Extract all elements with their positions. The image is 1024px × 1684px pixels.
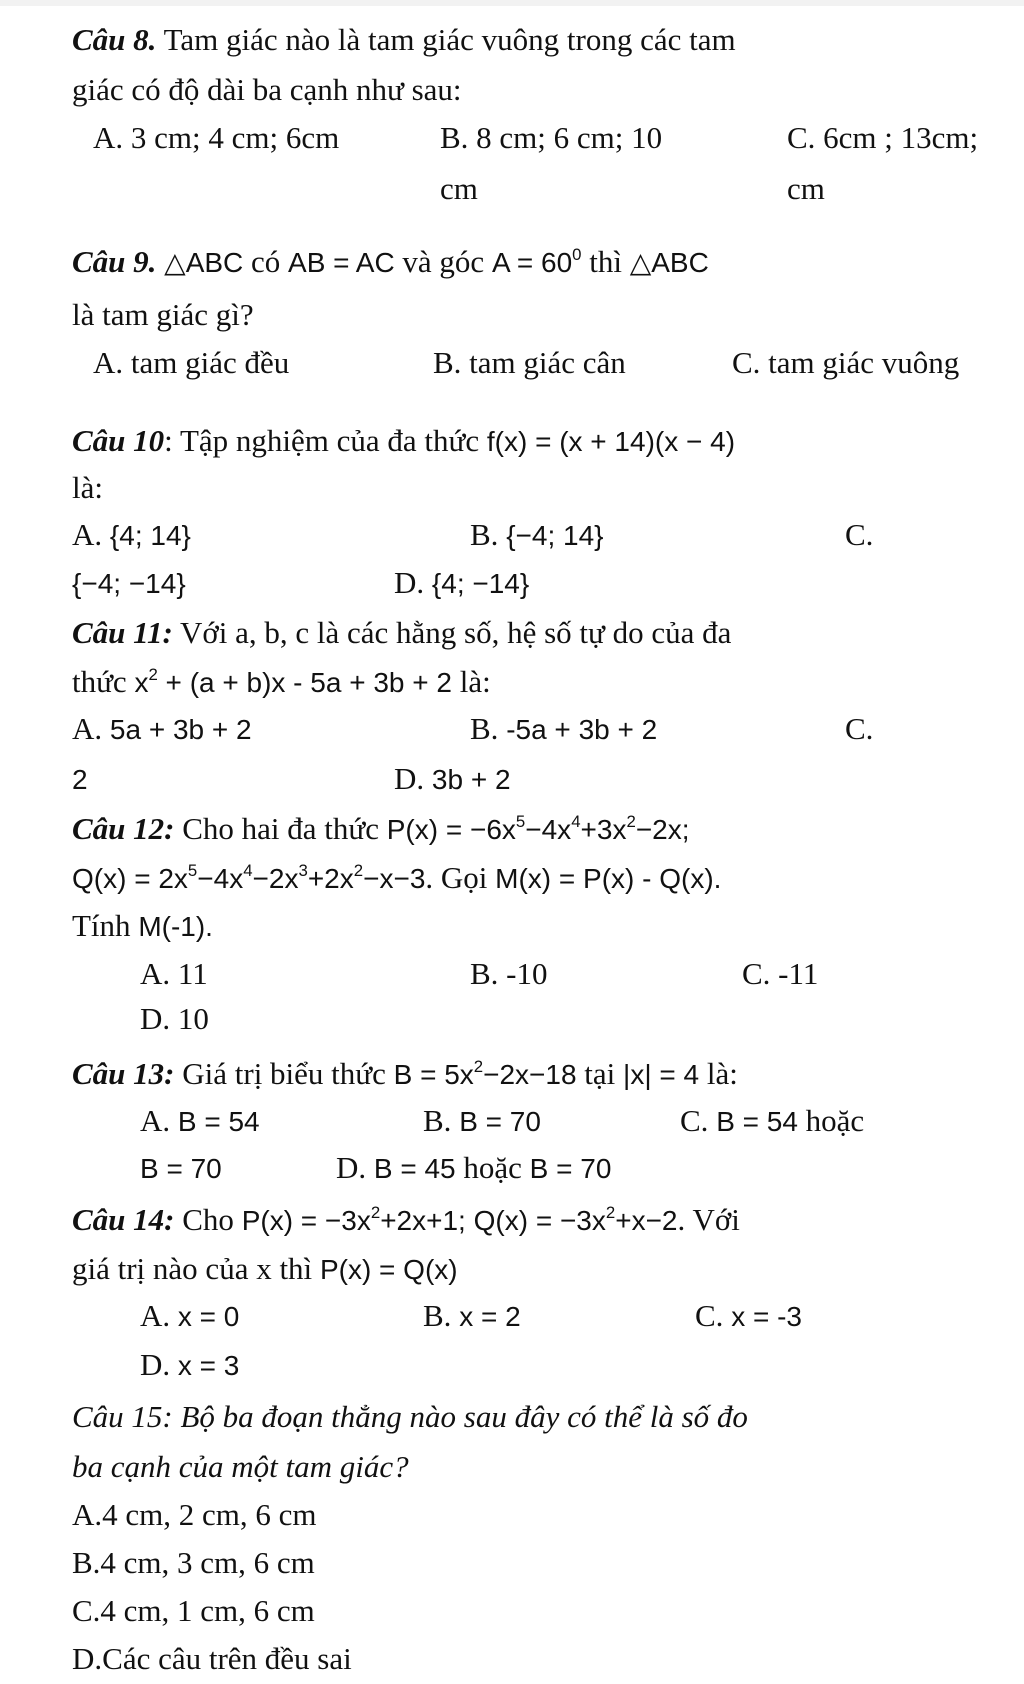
question-15-option-b: B.4 cm, 3 cm, 6 cm (72, 1545, 315, 1580)
question-10-line-1 (72, 425, 735, 456)
question-11-option-c-label: C. (845, 711, 874, 746)
question-13-label: Câu 13: (72, 1056, 175, 1091)
question-14-label: Câu 14: (72, 1202, 175, 1237)
question-8-option-a: A. 3 cm; 4 cm; 6cm (93, 120, 340, 155)
polynomial-p: $P(x) = -6x^5-4x^4+3x^2-2x$; (386, 812, 690, 845)
question-15-option-d: D.Các câu trên đều sai (72, 1641, 352, 1676)
question-12-line-3: Tính M(-1). (72, 908, 213, 943)
question-9-option-a: A. tam giác đều (93, 345, 290, 380)
question-10-option-b: B. {−4; 14} (470, 517, 604, 552)
question-8-label: Câu 8. (72, 22, 157, 57)
question-11-option-b: B. -5a + 3b + 2 (470, 711, 658, 746)
question-8-line-2: giác có độ dài ba cạnh như sau: (72, 72, 462, 107)
question-11-option-a: A. 5a + 3b + 2 (72, 711, 252, 746)
question-15-line-2: ba cạnh của một tam giác? (72, 1449, 409, 1484)
equality-ab-ac: AB = AC (288, 247, 395, 278)
question-10-line-2: là: (72, 470, 103, 505)
question-8-line-1 (72, 24, 736, 55)
question-11-line-2: thức $x^2 + (a + b)x - 5a + 3b + 2$ là: (72, 664, 491, 699)
question-12-option-d: D. 10 (140, 1001, 209, 1036)
question-8-option-b-unit: cm (440, 171, 478, 206)
question-12-line-2: $Q(x) = 2x^5-4x^4-2x^3+2x^2-x-3$. Gọi M(x) = P(x) - Q(x). (72, 860, 722, 895)
polynomial-m: M(x) = P(x) - Q(x). (495, 863, 722, 894)
question-13-option-c-cont: B = 70 (140, 1153, 222, 1184)
question-14-option-b: B. x = 2 (423, 1298, 521, 1333)
question-12-option-a: A. 11 (140, 956, 208, 991)
question-9-option-b: B. tam giác cân (433, 345, 626, 380)
polynomial-f: f(x) = (x + 14)(x − 4) (486, 426, 736, 457)
question-11-option-c: 2 (72, 764, 88, 795)
top-edge-strip (0, 0, 1024, 6)
question-9-line-1 (72, 246, 709, 277)
question-15-line-1: Câu 15: Bộ ba đoạn thẳng nào sau đây có thể là số đo (72, 1399, 748, 1434)
question-15-option-a: A.4 cm, 2 cm, 6 cm (72, 1497, 317, 1532)
question-11-text: Với a, b, c là các hằng số, hệ số tự do của đa (172, 615, 732, 650)
question-8-option-c-unit: cm (787, 171, 825, 206)
question-10-option-a: A. {4; 14} (72, 517, 191, 552)
question-13-line-1: Câu 13: Giá trị biểu thức $B = 5x^2-2x-18$ tại |x| = 4 là: (72, 1056, 738, 1091)
question-10-option-c: {−4; −14} (72, 568, 186, 599)
question-13-option-a: A. B = 54 (140, 1103, 260, 1138)
question-12-option-b: B. -10 (470, 956, 548, 991)
question-9-line-2: là tam giác gì? (72, 297, 254, 332)
expression-b: $B = 5x^2-2x-18$ (393, 1057, 577, 1090)
question-10-label: Câu 10 (72, 423, 165, 458)
question-10-text: : Tập nghiệm của đa thức (164, 423, 487, 458)
question-10-option-c-label: C. (845, 517, 874, 552)
question-13-option-d: D. B = 45 hoặc B = 70 (336, 1150, 612, 1185)
question-13-option-b: B. B = 70 (423, 1103, 541, 1138)
question-12-line-1: Câu 12: Cho hai đa thức $P(x) = -6x^5-4x^4+3x^2-2x$; (72, 811, 690, 846)
question-14-line-1: Câu 14: Cho $P(x) = -3x^2+2x+1$; $Q(x) = -3x^2+x-2$. Với (72, 1202, 740, 1237)
question-13-option-c: C. B = 54 hoặc (680, 1103, 865, 1138)
angle-a: $A = 60^0$ (491, 245, 582, 278)
question-14-line-2: giá trị nào của x thì P(x) = Q(x) (72, 1251, 458, 1286)
question-14-option-a: A. x = 0 (140, 1298, 240, 1333)
polynomials-p-q: $P(x) = -3x^2+2x+1$; $Q(x) = -3x^2+x-2$ (241, 1203, 678, 1236)
question-11-line-1 (72, 617, 731, 648)
question-12-label: Câu 12: (72, 811, 175, 846)
polynomial-q: $Q(x) = 2x^5-4x^4-2x^3+2x^2-x-3$ (72, 861, 426, 894)
question-9-option-c: C. tam giác vuông (732, 345, 960, 380)
polynomial-expression: $x^2 + (a + b)x - 5a + 3b + 2$ (134, 665, 452, 698)
text-thi: thì (581, 244, 630, 279)
question-9-label: Câu 9. (72, 244, 157, 279)
triangle-abc: △ABC (164, 247, 244, 278)
question-12-option-c: C. -11 (742, 956, 819, 991)
triangle-abc-2: △ABC (629, 247, 709, 278)
question-15-option-c: C.4 cm, 1 cm, 6 cm (72, 1593, 315, 1628)
question-14-option-c: C. x = -3 (695, 1298, 802, 1333)
question-14-option-d: D. x = 3 (140, 1347, 240, 1382)
text-co: có (243, 244, 289, 279)
question-11-option-d: D. 3b + 2 (394, 761, 511, 796)
question-8-option-c: C. 6cm ; 13cm; (787, 120, 979, 155)
question-11-label: Câu 11: (72, 615, 173, 650)
question-8-option-b: B. 8 cm; 6 cm; 10 (440, 120, 663, 155)
text-va-goc: và góc (394, 244, 492, 279)
question-8-text: Tam giác nào là tam giác vuông trong các tam (156, 22, 736, 57)
question-10-option-d: D. {4; −14} (394, 565, 530, 600)
